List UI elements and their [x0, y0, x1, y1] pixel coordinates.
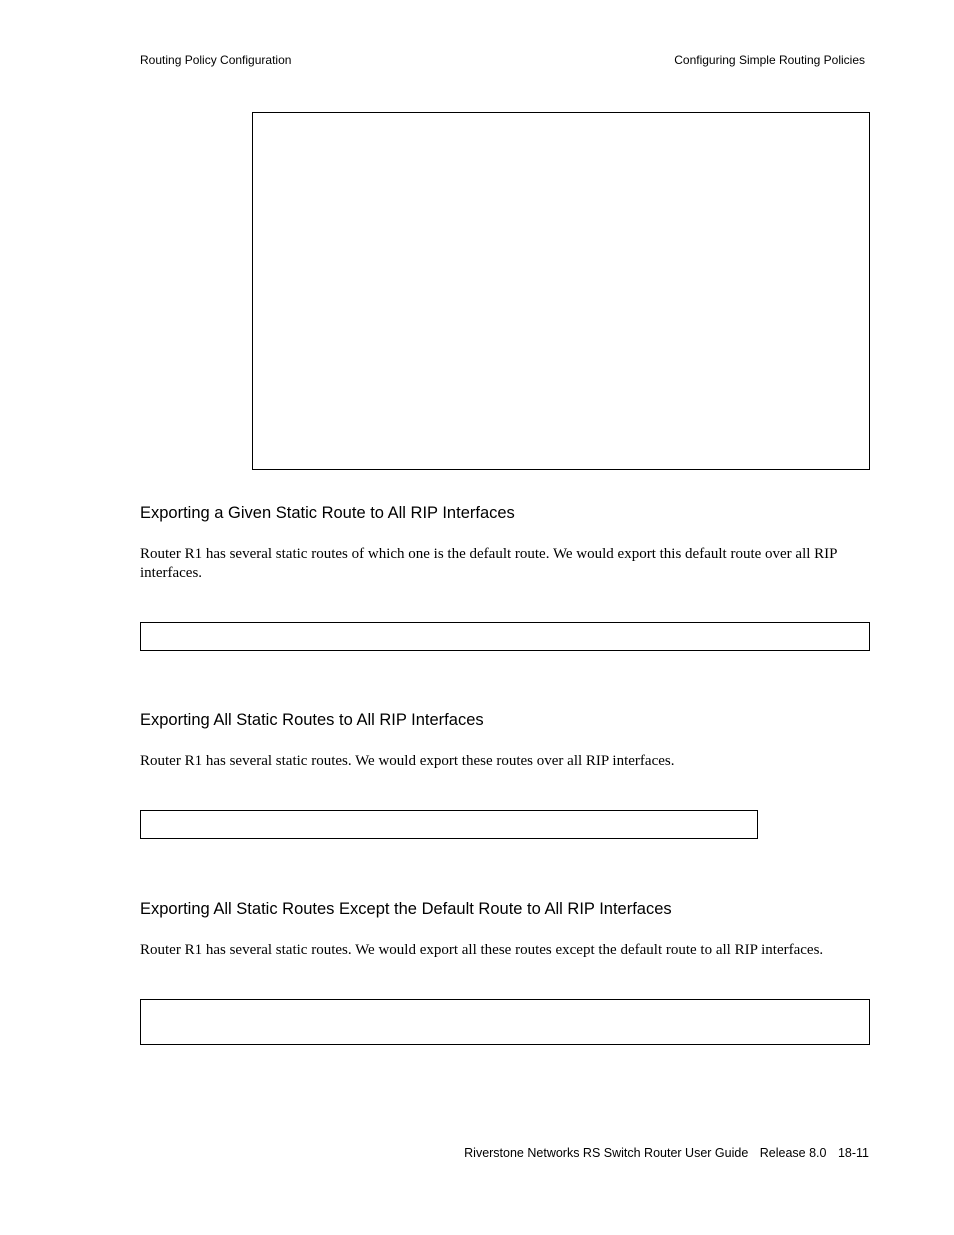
section-body-all-static-routes: Router R1 has several static routes. We would export these routes over all RIP interfaces. — [140, 753, 675, 769]
section-body-except-default-route: Router R1 has several static routes. We would export all these routes except the default route to all RIP interfaces. — [140, 942, 824, 958]
guide-title: Riverstone Networks RS Switch Router User Guide — [464, 1146, 749, 1160]
section-heading-all-static-routes: Exporting All Static Routes to All RIP Interfaces — [140, 711, 484, 729]
release-label: Release 8.0 — [759, 1146, 827, 1160]
running-footer — [464, 1145, 869, 1161]
section-title: Configuring Simple Routing Policies — [674, 53, 865, 67]
figure-frame — [252, 112, 870, 470]
chapter-title: Routing Policy Configuration — [140, 53, 292, 67]
code-example-box — [140, 622, 870, 651]
section-body-given-static-route: Router R1 has several static routes of which one is the default route. We would export this default route over all RIP interfaces. — [140, 546, 837, 581]
code-example-box — [140, 810, 758, 839]
section-heading-given-static-route: Exporting a Given Static Route to All RIP Interfaces — [140, 504, 515, 522]
section-heading-except-default-route: Exporting All Static Routes Except the Default Route to All RIP Interfaces — [140, 900, 672, 918]
page-number: 18-11 — [837, 1146, 869, 1160]
code-example-box — [140, 999, 870, 1045]
